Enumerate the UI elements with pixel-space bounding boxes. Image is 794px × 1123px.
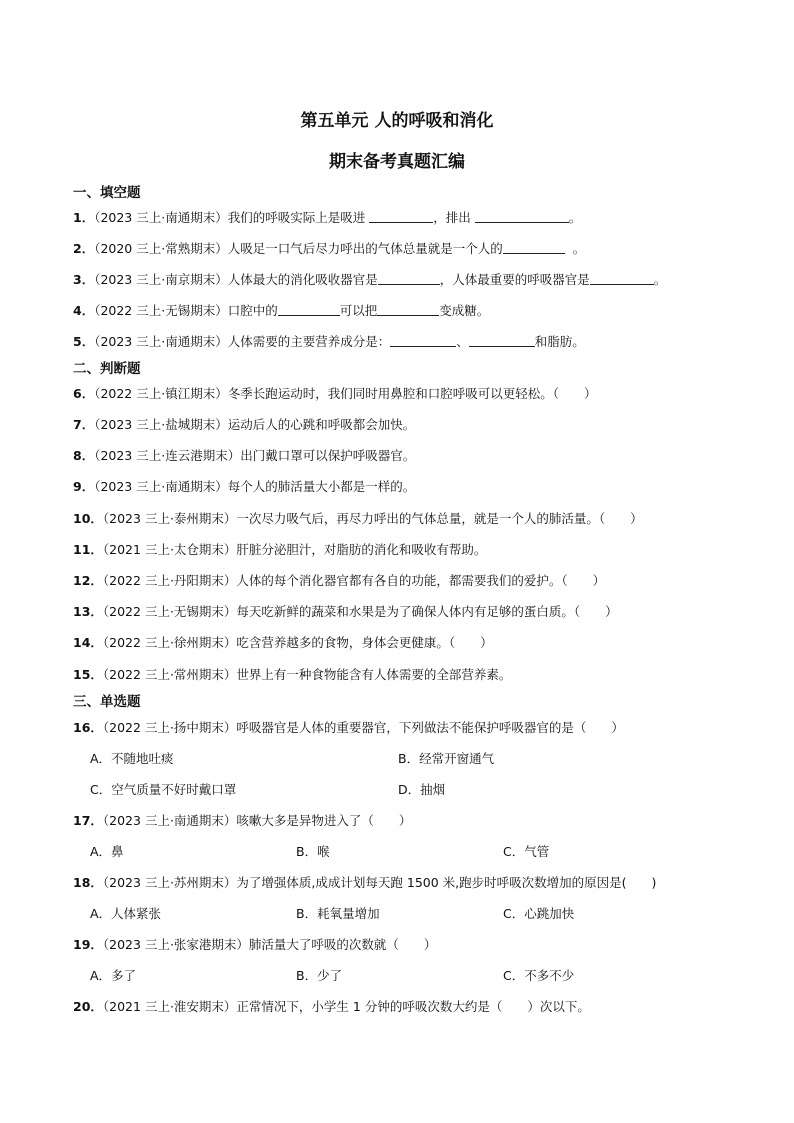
- question-2: [73, 239, 585, 257]
- question-text: 人体需要的主要营养成分是：: [227, 334, 391, 349]
- question-text: 每天吃新鲜的蔬菜和水果是为了确保人体内有足够的蛋白质。（ ）: [236, 604, 618, 619]
- question-source: （2022 三上·丹阳期末）: [102, 573, 237, 588]
- question-5: [73, 332, 585, 350]
- option-c[interactable]: C．不多不少: [503, 968, 575, 983]
- question-text: 每个人的肺活量大小都是一样的。: [227, 479, 416, 494]
- question-1: [73, 208, 581, 226]
- option-a[interactable]: A．人体紧张: [90, 906, 162, 921]
- option-b[interactable]: B．喉: [296, 844, 330, 859]
- question-source: （2023 三上·南通期末）: [102, 813, 237, 828]
- section-heading-fill-in: 一、填空题: [73, 185, 141, 201]
- question-number: 11．: [73, 542, 103, 557]
- question-number: 13．: [73, 604, 103, 619]
- question-4: [73, 301, 489, 319]
- question-text: 变成糖。: [439, 303, 490, 318]
- question-text: 为了增强体质,成成计划每天跑 1500 米,跑步时呼吸次数增加的原因是( ): [236, 875, 657, 890]
- section-heading-multiple-choice: 三、单选题: [73, 694, 141, 710]
- question-text: 世界上有一种食物能含有人体需要的全部营养素。: [236, 667, 512, 682]
- question-number: 20．: [73, 999, 103, 1014]
- question-number: 10．: [73, 511, 103, 526]
- option-c[interactable]: C．心跳加快: [503, 906, 575, 921]
- page-subtitle: 期末备考真题汇编: [329, 152, 465, 172]
- question-text: 肝脏分泌胆汁，对脂肪的消化和吸收有帮助。: [236, 542, 487, 557]
- answer-blank[interactable]: [278, 303, 340, 316]
- question-text: 呼吸器官是人体的重要器官，下列做法不能保护呼吸器官的是（ ）: [236, 720, 624, 735]
- question-text: 人体的每个消化器官都有各自的功能，都需要我们的爱护。（ ）: [236, 573, 606, 588]
- question-source: （2023 三上·南通期末）: [94, 210, 228, 225]
- question-source: （2020 三上·常熟期末）: [94, 241, 228, 256]
- question-source: （2022 三上·无锡期末）: [102, 604, 237, 619]
- question-text: 一次尽力吸气后，再尽力呼出的气体总量，就是一个人的肺活量。（ ）: [236, 511, 643, 526]
- answer-blank[interactable]: [390, 334, 456, 347]
- option-a[interactable]: A．不随地吐痰: [90, 751, 174, 766]
- question-source: （2023 三上·盐城期末）: [94, 417, 228, 432]
- question-number: 4．: [73, 303, 95, 318]
- option-a[interactable]: A．多了: [90, 968, 137, 983]
- question-source: （2021 三上·太仓期末）: [102, 542, 237, 557]
- answer-blank[interactable]: [503, 241, 565, 254]
- question-number: 3．: [73, 272, 95, 287]
- question-number: 7．: [73, 417, 95, 432]
- question-number: 17．: [73, 813, 103, 828]
- question-number: 19．: [73, 937, 103, 952]
- question-text: 。: [568, 210, 582, 225]
- question-9: [73, 477, 415, 495]
- option-b[interactable]: B．耗氧量增加: [296, 906, 380, 921]
- question-source: （2022 三上·无锡期末）: [94, 303, 228, 318]
- question-7: [73, 415, 415, 433]
- question-number: 9．: [73, 479, 95, 494]
- question-number: 12．: [73, 573, 103, 588]
- option-b[interactable]: B．少了: [296, 968, 343, 983]
- question-source: （2022 三上·常州期末）: [102, 667, 237, 682]
- option-d[interactable]: D．抽烟: [398, 782, 446, 797]
- question-text: ，排出: [433, 210, 471, 225]
- question-text: 人体最大的消化吸收器官是: [227, 272, 378, 287]
- question-source: （2023 三上·张家港期末）: [102, 937, 249, 952]
- question-number: 5．: [73, 334, 95, 349]
- question-text: 冬季长跑运动时，我们同时用鼻腔和口腔呼吸可以更轻松。（ ）: [227, 386, 597, 401]
- answer-blank[interactable]: [475, 210, 569, 223]
- question-text: 吃含营养越多的食物，身体会更健康。（ ）: [236, 635, 493, 650]
- section-heading-true-false: 二、判断题: [73, 361, 141, 377]
- question-text: 运动后人的心跳和呼吸都会加快。: [227, 417, 416, 432]
- question-15: [73, 665, 511, 683]
- question-text: 。: [653, 272, 667, 287]
- question-text: 、: [456, 334, 469, 349]
- question-text: 咳嗽大多是异物进入了（ ）: [236, 813, 412, 828]
- question-number: 18．: [73, 875, 103, 890]
- question-12: [73, 571, 605, 589]
- question-text: 口腔中的: [227, 303, 278, 318]
- question-10: [73, 509, 643, 527]
- question-6: [73, 384, 596, 402]
- question-13: [73, 602, 618, 620]
- answer-blank[interactable]: [378, 272, 440, 285]
- option-b[interactable]: B．经常开窗通气: [398, 751, 495, 766]
- answer-blank[interactable]: [469, 334, 535, 347]
- question-source: （2023 三上·南通期末）: [94, 479, 228, 494]
- question-source: （2023 三上·泰州期末）: [102, 511, 237, 526]
- question-16: [73, 718, 624, 736]
- option-a[interactable]: A．鼻: [90, 844, 124, 859]
- question-text: 肺活量大了呼吸的次数就（ ）: [248, 937, 437, 952]
- question-number: 14．: [73, 635, 103, 650]
- question-19: [73, 935, 436, 953]
- question-source: （2022 三上·扬中期末）: [102, 720, 237, 735]
- question-source: （2022 三上·镇江期末）: [94, 386, 228, 401]
- question-number: 1．: [73, 210, 95, 225]
- question-text: 可以把: [339, 303, 378, 318]
- question-20: [73, 997, 590, 1015]
- question-source: （2023 三上·南通期末）: [94, 334, 228, 349]
- option-c[interactable]: C．空气质量不好时戴口罩: [90, 782, 237, 797]
- answer-blank[interactable]: [377, 303, 439, 316]
- question-source: （2023 三上·连云港期末）: [94, 448, 241, 463]
- question-source: （2023 三上·南京期末）: [94, 272, 228, 287]
- question-17: [73, 811, 411, 829]
- question-3: [73, 270, 666, 288]
- question-source: （2022 三上·徐州期末）: [102, 635, 237, 650]
- question-text: 。: [572, 241, 586, 256]
- page-title: 第五单元 人的呼吸和消化: [300, 111, 494, 131]
- question-text: 正常情况下，小学生 1 分钟的呼吸次数大约是（ ）次以下。: [236, 999, 590, 1014]
- question-text: 出门戴口罩可以保护呼吸器官。: [240, 448, 416, 463]
- question-number: 8．: [73, 448, 95, 463]
- question-number: 15．: [73, 667, 103, 682]
- question-source: （2021 三上·淮安期末）: [102, 999, 237, 1014]
- question-source: （2023 三上·苏州期末）: [102, 875, 237, 890]
- option-c[interactable]: C．气管: [503, 844, 550, 859]
- question-number: 16．: [73, 720, 103, 735]
- answer-blank[interactable]: [369, 210, 433, 223]
- question-text: 人吸足一口气后尽力呼出的气体总量就是一个人的: [227, 241, 503, 256]
- question-8: [73, 446, 415, 464]
- question-text: 和脂肪。: [534, 334, 585, 349]
- question-number: 6．: [73, 386, 95, 401]
- question-text: ，人体最重要的呼吸器官是: [439, 272, 590, 287]
- question-11: [73, 540, 486, 558]
- question-number: 2．: [73, 241, 95, 256]
- question-text: 我们的呼吸实际上是吸进: [227, 210, 366, 225]
- question-18: [73, 873, 656, 891]
- question-14: [73, 633, 493, 651]
- answer-blank[interactable]: [590, 272, 654, 285]
